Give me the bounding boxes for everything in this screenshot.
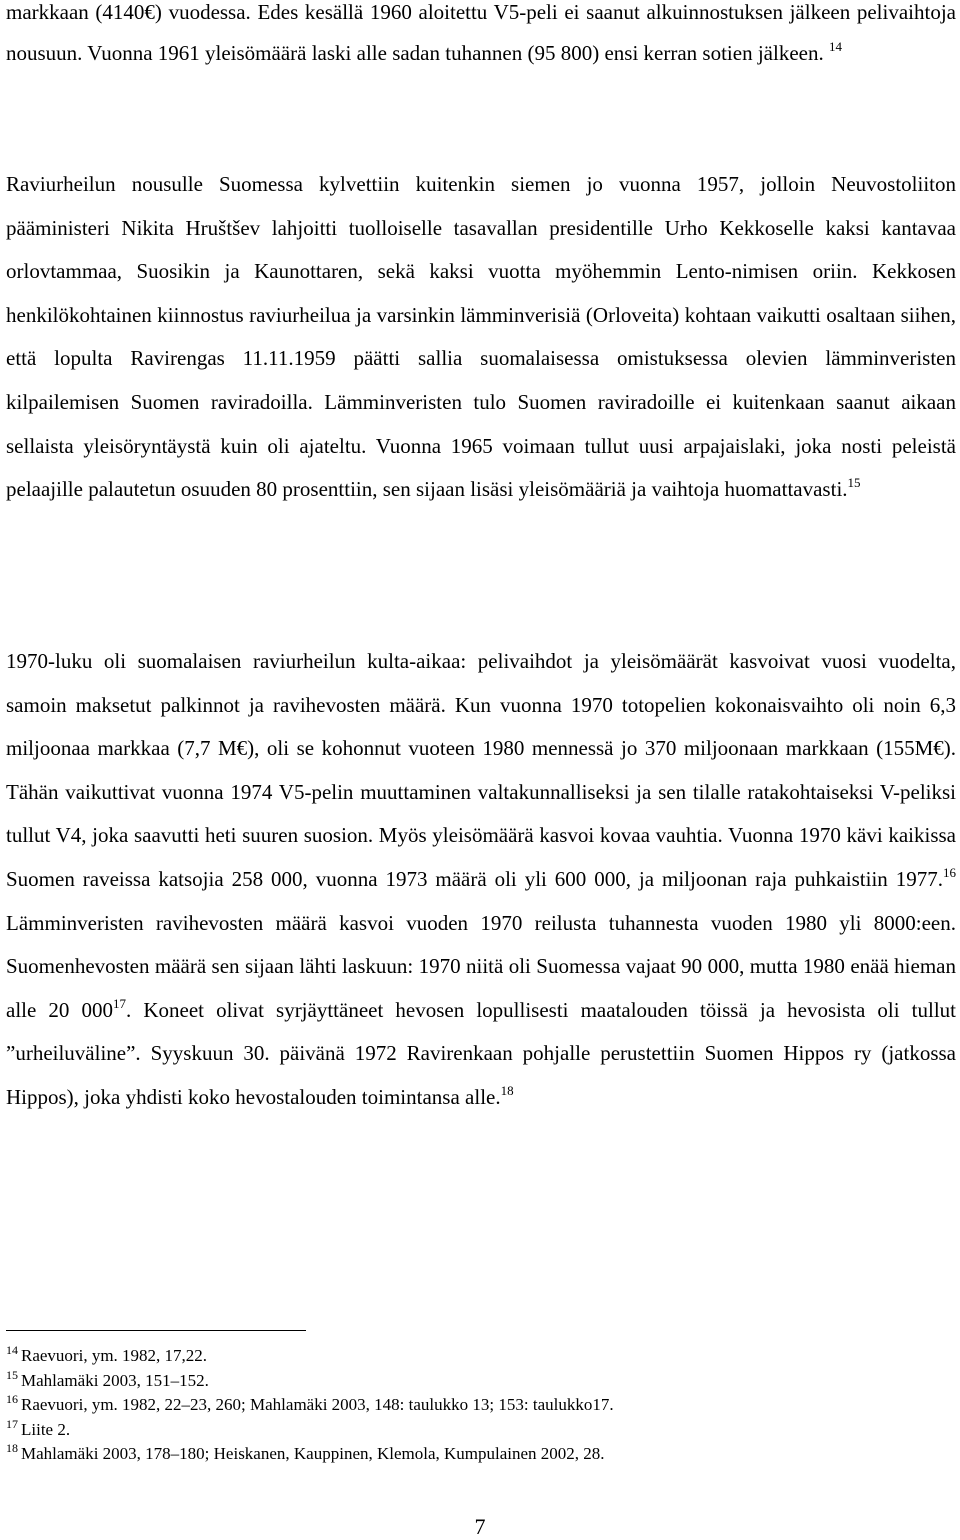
footnote-text: Raevuori, ym. 1982, 22–23, 260; Mahlamäki 2003, 148: taulukko 13; 153: taulukko17.	[21, 1395, 614, 1414]
footnote-text: Mahlamäki 2003, 178–180; Heiskanen, Kauppinen, Klemola, Kumpulainen 2002, 28.	[21, 1444, 605, 1463]
footnote-16	[6, 1393, 906, 1418]
footnote-ref-16[interactable]: 16	[943, 864, 956, 880]
paragraph-1-text: markkaan (4140€) vuodessa. Edes kesällä 1960 aloitettu V5-peli ei saanut alkuinnostuksen jälkeen pelivaihtoja nousuun. Vuonna 1961 yleisömäärä laski alle sadan tuhannen (95 800) ensi kerran sotien jälkeen.	[6, 0, 956, 65]
footnote-17	[6, 1418, 906, 1443]
footnote-number: 16	[6, 1392, 18, 1407]
paragraph-2-text: Raviurheilun nousulle Suomessa kylvettiin kuitenkin siemen jo vuonna 1957, jolloin Neuvostoliiton pääministeri Nikita Hruštšev lahjoitti tuolloiselle tasavallan presidentille Urho Kekkoselle kaksi kantavaa orlovtammaa, Suosikin ja Kaunottaren, sekä kaksi vuotta myöhemmin Lento-nimisen oriin. Kekkosen henkilökohtainen kiinnostus raviurheilua ja varsinkin lämminverisiä (Orloveita) kohtaan vaikutti osaltaan siihen, että lopulta Ravirengas 11.11.1959 päätti sallia suomalaisessa omistuksessa olevien lämminveristen kilpailemisen Suomen raviradoilla. Lämminveristen tulo Suomen raviradoille ei kuitenkaan saanut aikaan sellaista yleisöryntäystä kuin oli ajateltu. Vuonna 1965 voimaan tullut uusi arpajaislaki, joka nosti peleistä pelaajille palautetun osuuden 80 prosenttiin, sen sijaan lisäsi yleisömääriä ja vaihtoja huomattavasti.	[6, 172, 956, 502]
footnote-number: 15	[6, 1367, 18, 1382]
footnote-separator	[6, 1330, 306, 1331]
paragraph-1	[6, 0, 956, 74]
footnote-ref-14[interactable]: 14	[828, 38, 842, 54]
footnote-text: Raevuori, ym. 1982, 17,22.	[21, 1346, 208, 1365]
paragraph-3	[6, 640, 956, 1120]
footnote-ref-18[interactable]: 18	[500, 1082, 514, 1098]
paragraph-3-text-a: 1970-luku oli suomalaisen raviurheilun kulta-aikaa: pelivaihdot ja yleisömäärät kasvoivat vuosi vuodelta, samoin maksetut palkinnot ja ravihevosten määrä. Kun vuonna 1970 totopelien kokonaisvaihto oli noin 6,3 miljoonaa markkaa (7,7 M€), oli se kohonnut vuoteen 1980 mennessä jo 370 miljoonaan markkaan (155M€). Tähän vaikuttivat vuonna 1974 V5-pelin muuttaminen valtakunnalliseksi ja sen tilalle ratakohtaiseksi V-peliksi tullut V4, joka saavutti heti suuren suosion. Myös yleisömäärä kasvoi kovaa vauhtia. Vuonna 1970 kävi kaikissa Suomen raveissa katsojia 258 000, vuonna 1973 määrä oli yli 600 000, ja miljoonan raja puhkaistiin 1977.	[6, 649, 956, 891]
paragraph-3-text-b: Lämminveristen ravihevosten määrä kasvoi vuoden 1970 reilusta tuhannesta vuoden 1980 yli 8000:een. Suomenhevosten määrä sen sijaan lähti laskuun: 1970 niitä oli Suomessa vajaat 90 000, mutta 1980 enää hieman alle 20 000	[6, 910, 956, 1022]
footnote-14	[6, 1344, 906, 1369]
paragraph-3-text-c: . Koneet olivat syrjäyttäneet hevosen lopullisesti maatalouden töissä ja hevosista oli tullut ”urheiluväline”. Syyskuun 30. päivänä 1972 Ravirenkaan pohjalle perustettiin Suomen Hippos ry (jatkossa Hippos), joka yhdisti koko hevostalouden toimintansa alle.	[6, 997, 957, 1109]
paragraph-2	[6, 163, 956, 512]
footnote-18	[6, 1442, 906, 1467]
footnote-text: Mahlamäki 2003, 151–152.	[21, 1370, 209, 1390]
footnote-number: 18	[6, 1441, 18, 1456]
footnote-text: Liite 2.	[21, 1419, 71, 1439]
page-number: 7	[474, 1514, 486, 1539]
footnotes	[6, 1344, 906, 1467]
footnote-15	[6, 1369, 906, 1394]
footnote-number: 17	[6, 1416, 18, 1431]
footnote-ref-17[interactable]: 17	[113, 995, 127, 1011]
footnote-number: 14	[6, 1343, 18, 1358]
footnote-ref-15[interactable]: 15	[847, 475, 861, 491]
